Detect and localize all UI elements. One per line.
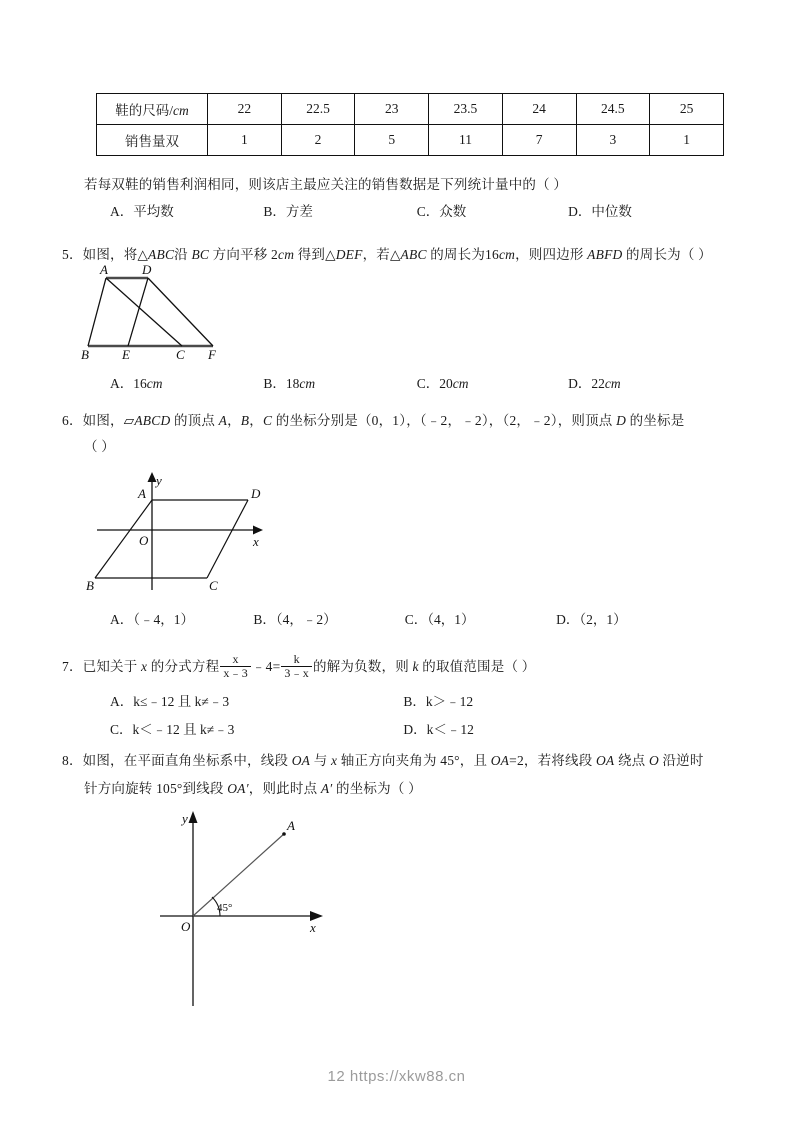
q8-label-A: A — [287, 818, 295, 833]
table-cell: 3 — [576, 125, 650, 156]
q5-label-E: E — [122, 347, 130, 362]
q6-label-O: O — [139, 533, 149, 548]
q5-number: 5． — [62, 247, 83, 262]
q5-label-B: B — [81, 347, 89, 362]
table-cell: 22 — [208, 94, 282, 125]
q6-label-y-axis: y — [156, 473, 162, 488]
table-cell: 1 — [650, 125, 724, 156]
q6-option-a: A．（﹣4，1） — [110, 612, 194, 627]
q6-number: 6． — [62, 413, 83, 428]
q7-option-a: A．k≤﹣12 且 k≠﹣3 — [110, 694, 230, 709]
table-cell: 23.5 — [429, 94, 503, 125]
q6-option-b: B．（4，﹣2） — [253, 612, 337, 627]
q6-figure-parallelogram — [85, 468, 290, 596]
q5-label-A: A — [100, 262, 108, 277]
q5-option-d: D．22cm — [568, 376, 621, 391]
q6-label-B: B — [86, 578, 94, 593]
q4-option-b: B．方差 — [263, 204, 313, 219]
table-cell: 24.5 — [576, 94, 650, 125]
q6-label-A: A — [138, 486, 146, 501]
table-row — [97, 94, 724, 125]
q6-label-C: C — [209, 578, 218, 593]
q5-label-D: D — [142, 262, 152, 277]
page-footer-watermark: 12 https://xkw88.cn — [327, 1068, 466, 1085]
q4-options — [110, 200, 632, 220]
q6-stem-line1: 6．如图，▱ABCD 的顶点 A，B，C 的坐标分别是（0，1），（﹣2，﹣2），（2，﹣2），则顶点 D 的坐标是 — [62, 413, 685, 428]
q7-fraction-left: $\frac{x}{x﹣3}$ — [220, 653, 251, 681]
q5-figure-translated-triangle — [78, 262, 228, 362]
q4-option-c: C．众数 — [416, 204, 467, 219]
row-header-unit: cm — [173, 103, 189, 118]
table-row-header — [97, 94, 208, 125]
row-header-text: 鞋的尺码/ — [115, 103, 173, 118]
q5-stem: 5．如图，将△ABC沿 BC 方向平移 2cm 得到△DEF，若△ABC 的周长为16cm，则四边形 ABFD 的周长为（ ） — [62, 247, 712, 262]
q5-label-C: C — [176, 347, 185, 362]
q7-number: 7． — [62, 659, 83, 674]
q8-stem-line2: 针方向旋转 105°到线段 OA′，则此时点 A′ 的坐标为（ ） — [84, 781, 422, 796]
table-cell: 11 — [429, 125, 503, 156]
q4-option-a: A．平均数 — [110, 204, 174, 219]
table-cell: 22.5 — [281, 94, 355, 125]
q4-option-d: D．中位数 — [568, 204, 632, 219]
table-cell: 1 — [208, 125, 282, 156]
q7-middle-operator: ﹣4= — [251, 659, 281, 674]
sales-table-container — [96, 93, 724, 156]
q5-options — [110, 372, 621, 392]
table-cell: 23 — [355, 94, 429, 125]
q4-stem: 若每双鞋的销售利润相同，则该店主最应关注的销售数据是下列统计量中的（ ） — [84, 177, 568, 192]
q8-angle-label: 45° — [217, 902, 233, 914]
shoe-sales-table — [96, 93, 724, 156]
q5-option-c: C．20cm — [416, 376, 469, 391]
q6-option-d: D．（2，1） — [556, 612, 627, 627]
q7-option-b: B．k＞﹣12 — [403, 694, 474, 709]
q7-options-row2 — [110, 718, 474, 738]
q8-number: 8． — [62, 753, 83, 768]
q5-option-a: A．16cm — [110, 376, 163, 391]
q6-stem-line2: （ ） — [84, 439, 115, 454]
q7-stem: 7．已知关于 x 的分式方程 $\frac{x}{x﹣3}$ ﹣4= $\frac{k}{3﹣x}$ 的解为负数，则 k 的取值范围是（ ） — [62, 651, 536, 681]
q6-label-x-axis: x — [253, 534, 259, 549]
table-row-header: 销售量双 — [97, 125, 208, 156]
table-cell: 24 — [502, 94, 576, 125]
table-row — [97, 125, 724, 156]
q6-option-c: C．（4，1） — [404, 612, 475, 627]
q6-label-D: D — [251, 486, 261, 501]
q5-label-F: F — [208, 347, 216, 362]
q7-options-row1 — [110, 690, 473, 710]
table-cell: 7 — [502, 125, 576, 156]
q8-figure-angle-45 — [160, 806, 360, 1006]
table-cell: 2 — [281, 125, 355, 156]
table-cell: 5 — [355, 125, 429, 156]
q8-label-y-axis: y — [182, 811, 188, 826]
table-cell: 25 — [650, 94, 724, 125]
q6-options — [110, 608, 627, 628]
q8-label-x-axis: x — [310, 920, 316, 935]
q7-fraction-right: $\frac{k}{3﹣x}$ — [281, 653, 312, 681]
q8-stem-line1: 8．如图，在平面直角坐标系中，线段 OA 与 x 轴正方向夹角为 45°，且 OA=2，若将线段 OA 绕点 O 沿逆时 — [62, 753, 704, 768]
q7-option-c: C．k＜﹣12 且 k≠﹣3 — [110, 722, 235, 737]
q5-option-b: B．18cm — [263, 376, 316, 391]
q7-option-d: D．k＜﹣12 — [403, 722, 474, 737]
q8-label-O: O — [181, 919, 191, 934]
